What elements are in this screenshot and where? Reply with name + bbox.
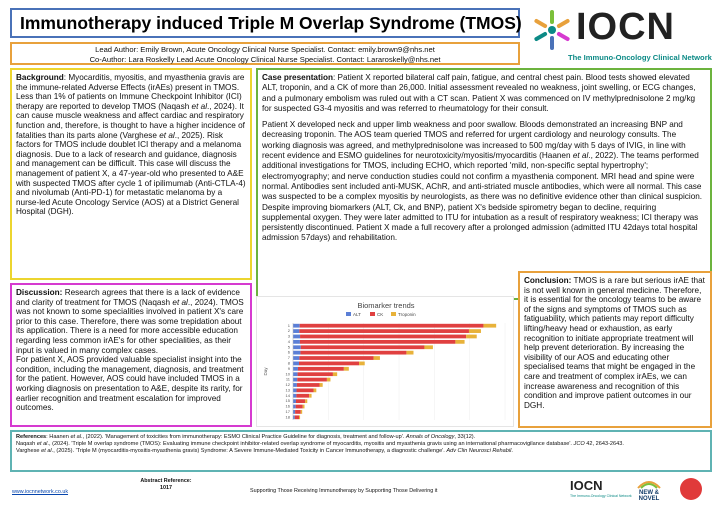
bar-alt-day-7 [293, 356, 299, 360]
footer-tagline: Supporting Those Receiving Immunotherapy by Supporting Those Delivering it [250, 488, 438, 494]
legend-label-troponin: Troponin [398, 312, 416, 317]
author-box [10, 42, 520, 65]
case-paragraph-1 [262, 73, 706, 114]
discussion-text-1: Research agrees that there is a lack of evidence and clarity of treatment for TMOS (Naqash [16, 288, 240, 307]
y-tick-label: 15 [285, 398, 290, 404]
bar-alt-day-2 [293, 329, 299, 333]
reference-1-etal: et al [70, 434, 82, 440]
reference-3-journal: Adv Clin Neurosci Rehabil [446, 448, 512, 455]
bar-ck-day-10 [298, 372, 333, 376]
bar-ck-day-3 [300, 335, 466, 339]
bar-ck-day-13 [297, 388, 314, 392]
reference-3-etal: et al [41, 448, 52, 455]
bar-alt-day-8 [293, 362, 299, 366]
case-text-1: : Patient X reported bilateral calf pain, fatigue, and central chest pain. Blood tests showed elevated ALT, troponin, and a CK of more than 26,000. Initial assessment revealed no weakness, joint swelling, or ECG changes, and a pulmonary embolism was ruled out with a CT scan. Patient X was commenced on IV methylprednisolone 2 mg/kg for suspected G3-4 myositis and was referred to rheumatology for their consult. [262, 73, 696, 113]
bar-troponin-day-4 [455, 340, 464, 344]
bar-alt-day-11 [293, 378, 297, 382]
background-etal-1: et al [191, 101, 208, 111]
bar-alt-day-14 [293, 394, 296, 398]
reference-2-text-c: 42, 2643-2643. [584, 441, 624, 448]
website-link[interactable]: www.iocnnetwork.co.uk [12, 489, 69, 495]
bar-alt-day-3 [293, 335, 300, 339]
y-tick-label: 3 [287, 333, 290, 339]
legend-swatch-alt [346, 312, 351, 316]
bar-ck-day-14 [296, 394, 309, 398]
bar-troponin-day-14 [309, 394, 311, 398]
background-heading: Background [16, 73, 64, 82]
y-tick-label: 16 [285, 403, 290, 409]
case-heading: Case presentation [262, 73, 333, 82]
reference-1-text-c: , 33(12). [454, 434, 476, 440]
bar-alt-day-6 [293, 351, 300, 355]
reference-2-text-b: ., (2024). 'Triple M overlap syndrome (TMOS): Evaluating immune checkpoint inhibitor-related overlap syndrome of myocarditis, myositis and myasthenia gravis using an international pharmacovigilance database'. [47, 441, 574, 448]
bar-ck-day-4 [300, 340, 455, 344]
bar-ck-day-5 [301, 345, 425, 349]
y-tick-label: 5 [287, 344, 290, 350]
reference-3-text-b: ., (2025). 'Triple M (myocarditis-myositis-myasthenia gravis) Syndrome: A Severe Immune-Mediated Toxicity in Cancer Immunotherapy, a diagnostic challenge'. [51, 448, 447, 455]
y-tick-label: 4 [287, 338, 290, 344]
reference-1-journal: Annals of Oncology [405, 434, 455, 440]
title-box [10, 8, 520, 38]
abstract-reference [136, 478, 196, 492]
poster-title: Immunotherapy induced Triple M Overlap Syndrome (TMOS) [20, 13, 522, 33]
bar-ck-day-16 [296, 405, 303, 409]
case-paragraph-2 [262, 120, 706, 244]
bar-ck-day-8 [299, 362, 359, 366]
background-text-1: : Myocarditis, myositis, and myasthenia gravis are the immune-related Adverse Effects (irAEs) present in TMOS. Less than 1% of patients on Immune Checkpoint Inhibitor (ICI) therapy are reported to develop TMOS (Naqash [16, 73, 245, 111]
reference-3 [16, 448, 706, 455]
bar-troponin-day-9 [344, 367, 349, 371]
references-heading: References [16, 434, 47, 440]
y-tick-label: 9 [287, 365, 290, 371]
bar-troponin-day-17 [301, 410, 302, 414]
bar-troponin-day-12 [320, 383, 323, 387]
y-tick-label: 2 [287, 328, 290, 334]
lead-author: Lead Author: Emily Brown, Acute Oncology Clinical Nurse Specialist. Contact: emily.brown9@nhs.net [95, 45, 435, 54]
bar-troponin-day-11 [327, 378, 331, 382]
bar-ck-day-18 [295, 415, 299, 419]
abstract-reference-number: 1017 [160, 485, 172, 491]
bar-troponin-day-2 [469, 329, 481, 333]
bar-ck-day-7 [299, 356, 373, 360]
bar-alt-day-12 [293, 383, 297, 387]
bar-ck-day-2 [299, 329, 469, 333]
bar-alt-day-13 [293, 388, 297, 392]
bar-alt-day-5 [293, 345, 301, 349]
bar-troponin-day-3 [466, 335, 477, 339]
bar-troponin-day-13 [313, 388, 316, 392]
footer-iocn-subtitle: The Immuno-Oncology Clinical Network [570, 494, 632, 498]
discussion-paragraph-2: For patient X, AOS provided valuable specialist insight into the condition, including the management, diagnosis, and treatment for the patient. However, AOS could have included TMOS in a working diagnosis on presentation to A&E, despite its rarity, for earlier recognition and treatment escalation for improved outcomes. [16, 355, 244, 413]
legend-swatch-troponin [391, 312, 396, 316]
case-etal: et al [572, 151, 589, 161]
reference-2-journal: JCO [573, 441, 585, 448]
reference-2-etal: et al [36, 441, 48, 448]
bar-ck-day-11 [297, 378, 327, 382]
bar-troponin-day-16 [303, 405, 305, 409]
bar-ck-day-1 [300, 324, 484, 328]
background-section [10, 68, 252, 280]
discussion-section [10, 283, 252, 427]
y-tick-label: 12 [285, 382, 290, 388]
conclusion-text: TMOS is a rare but serious irAE that is not well known in general medicine. Therefore, it is essential for the oncology teams to be aware of the signs and symptoms of TMOS such as fatiguability, which patients may report difficulty lifting/heavy head or exhaustion, as early recognition to initiate appropriate treatment will help prevent deterioration. By increasing the visibility of our AOS and educating other specialised teams that might be engaged in the care and treatment of complex irAEs, we can increase awareness and recognition of this condition and improve patient outcomes in our DGH. [524, 276, 705, 410]
bar-troponin-day-18 [299, 415, 300, 419]
bar-troponin-day-8 [359, 362, 365, 366]
bar-alt-day-4 [293, 340, 300, 344]
bar-alt-day-18 [293, 415, 295, 419]
chart-title: Biomarker trends [357, 301, 415, 310]
bar-troponin-day-5 [424, 345, 432, 349]
conclusion-heading: Conclusion: [524, 276, 572, 285]
iocn-logo-icon [530, 8, 574, 52]
biomarker-chart [256, 296, 514, 427]
reference-1-text-a: : Haanen [46, 434, 71, 440]
case-text-2a: Patient X developed neck and upper limb weakness and poor swallow. Bloods demonstrated an increasing BNP and decreasing troponin. The AOS team queried TMOS and referred for urgent cardiology and neurology consults. The working diagnosis was agreed, and methylprednisolone was increased to 500 mg/day with 5 days of IVIG, in line with recent evidence and ESMO guidelines for neurotoxicity/myositis/myocarditis (Haanen [262, 120, 686, 161]
legend-swatch-ck [370, 312, 375, 316]
new-novel-badge: NEW & NOVEL [638, 490, 660, 502]
y-tick-label: 8 [287, 360, 290, 366]
y-tick-label: 13 [285, 387, 290, 393]
y-tick-label: 11 [285, 376, 290, 382]
y-tick-label: 10 [285, 371, 290, 377]
reference-2 [16, 441, 706, 448]
partner-badge-icon [680, 478, 702, 500]
discussion-etal: et al [172, 297, 188, 307]
y-tick-label: 18 [285, 414, 290, 420]
footer-logos [570, 474, 715, 506]
bar-alt-day-10 [293, 372, 298, 376]
y-tick-label: 17 [285, 408, 290, 414]
bar-troponin-day-7 [374, 356, 380, 360]
bar-alt-day-17 [293, 410, 295, 414]
iocn-logo [530, 8, 712, 66]
legend-label-alt: ALT [353, 312, 361, 317]
reference-1 [16, 434, 706, 441]
bar-troponin-day-1 [483, 324, 496, 328]
bar-troponin-day-10 [333, 372, 337, 376]
reference-1-text-b: ., (2022). 'Management of toxicities from immunotherapy: ESMO Clinical Practice Guideline for diagnosis, treatment and follow-up'. [81, 434, 406, 440]
logo-subtitle: The Immuno-Oncology Clinical Network [568, 53, 712, 62]
bar-troponin-day-15 [305, 399, 307, 403]
reference-3-text-c: . [511, 448, 513, 455]
bar-ck-day-15 [296, 399, 305, 403]
background-text-3: ., 2025). Risk factors for TMOS include doublet ICI therapy and a melanoma diagnosis. Due to a lack of research and guidance, diagnosis and management can be difficult. This case will discuss the management of patient X, a 47-year-old who presented to A&E with suspected TMOS after cycle 1 of ipilimumab (Anti-CTLA-4) and nivolumab (Anti-PD-1) for metastatic melanoma by a nurse-led Acute Oncology Service (AOS) at a District General Hospital (DGH). [16, 130, 246, 217]
reference-3-text-a: Varghese [16, 448, 42, 455]
bar-ck-day-17 [295, 410, 301, 414]
bar-alt-day-16 [293, 405, 296, 409]
bar-ck-day-9 [298, 367, 344, 371]
reference-2-text-a: Naqash [16, 441, 37, 448]
footer-iocn-logo: IOCN [570, 478, 603, 493]
bar-alt-day-15 [293, 399, 296, 403]
biomarker-chart-svg [257, 297, 515, 428]
bar-troponin-day-6 [406, 351, 413, 355]
bar-ck-day-12 [297, 383, 320, 387]
bar-ck-day-6 [300, 351, 406, 355]
background-etal-2: et al [159, 130, 175, 140]
references-section [10, 430, 712, 472]
case-text-2b: ., 2022). The teams performed additional investigations for TMOS, including ECHO, which reported 'mild, non-specific septal hypertrophy'; electromyography; and nerve conduction studies could not confirm a myasthenia component. MRI head and spine were normal. Antibodies sent included anti-MUSK, AChR, and anti-striated muscle antibodies, which were all normal. This case was suspected to be a complex myositis by neurologists, as there was no definitive evidence other than clinical suspicion. Despite improving biomarkers (ALT, Ck, and BNP), patient X's bedside spirometry began to decline, requiring supplemental oxygen. They were later admitted to ITU for intubation as a result of respiratory weakness; ICI therapy was persistently discontinued. Patient X made a full recovery after a prolonged admission (admitted ITU 42days total hospital admission 57days) and rehabilitation. [262, 151, 703, 243]
y-tick-label: 6 [287, 349, 290, 355]
legend-label-ck: CK [377, 312, 384, 317]
abstract-reference-label: Abstract Reference: [140, 478, 192, 484]
y-tick-label: 14 [285, 392, 290, 398]
co-author: Co-Author: Lara Roskelly Lead Acute Oncology Clinical Nurse Specialist. Contact: Lararoskelly@nhs.net [89, 54, 441, 64]
y-axis-label: Day [263, 367, 268, 376]
y-tick-label: 7 [287, 355, 290, 361]
y-tick-label: 1 [287, 322, 290, 328]
bar-alt-day-9 [293, 367, 298, 371]
discussion-text-2: ., 2024). TMOS was not known to some specialities involved in patient X's care prior to this case. Therefore, there was some trepidation about its application. There is a need for more accessible education regarding less common irAE's for other specialities, as their input is valued in many complex cases. [16, 297, 244, 355]
conclusion-section [518, 271, 712, 428]
background-text-2: ., 2024). It can cause muscle weakness and affect cardiac and respiratory function and, therefore, is thought to have a higher incidence of fatalities than its parts alone (Varghese [16, 101, 245, 140]
logo-wordmark: IOCN [576, 6, 675, 48]
discussion-paragraph-1 [16, 288, 246, 355]
case-presentation-section [256, 68, 712, 300]
discussion-heading: Discussion: [16, 288, 63, 297]
bar-alt-day-1 [293, 324, 300, 328]
